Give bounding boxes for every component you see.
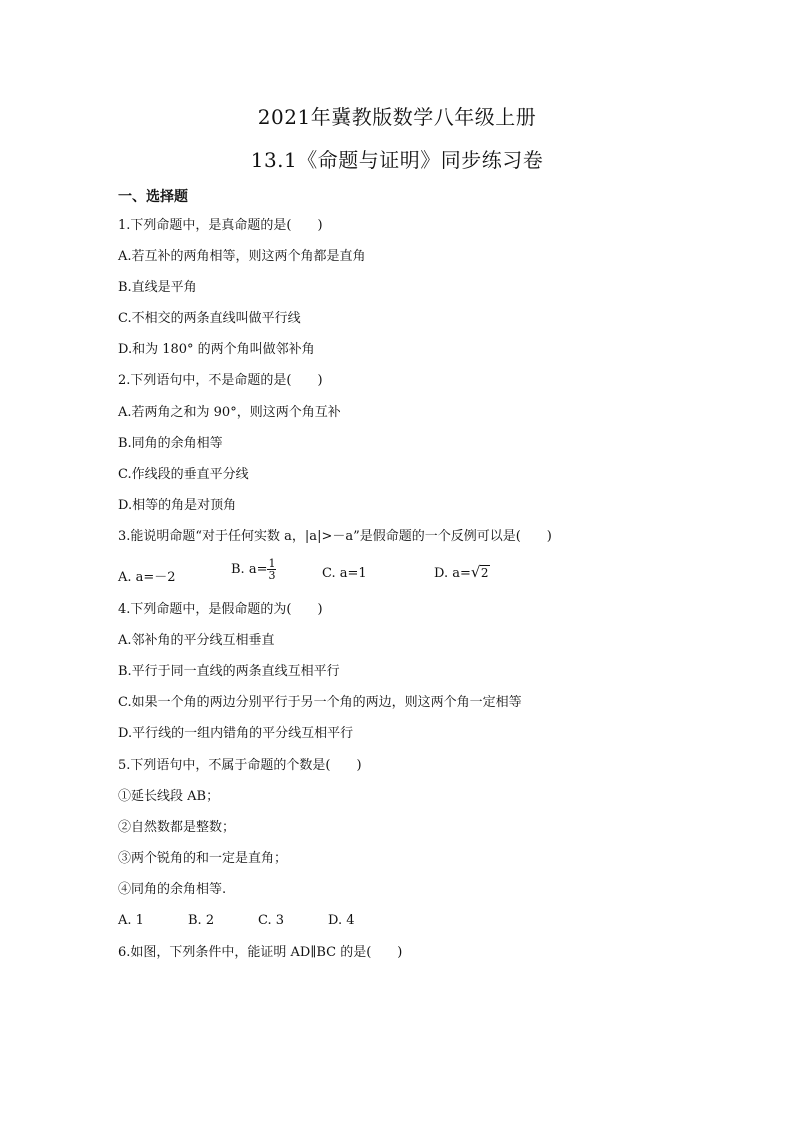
question-3-options [118, 558, 678, 594]
question-5-options [118, 913, 418, 931]
question-5-option-d: D. 4 [328, 913, 355, 928]
question-4: 4.下列命题中，是假命题的为( ) [118, 602, 323, 617]
question-2-option-d: D.相等的角是对顶角 [118, 498, 237, 513]
question-3-option-c: C. a=1 [322, 566, 367, 581]
question-5-statement-3: ③两个锐角的和一定是直角； [118, 851, 288, 866]
question-5-statement-4: ④同角的余角相等. [118, 882, 227, 897]
question-1-option-d: D.和为 180° 的两个角叫做邻补角 [118, 342, 315, 357]
question-2-option-b: B.同角的余角相等 [118, 436, 223, 451]
question-4-option-c: C.如果一个角的两边分别平行于另一个角的两边，则这两个角一定相等 [118, 695, 522, 710]
fraction-numerator: 1 [268, 557, 276, 570]
question-2: 2.下列语句中，不是命题的是( ) [118, 373, 323, 388]
question-5-option-a: A. 1 [118, 913, 144, 928]
question-3-option-a: A. a=－2 [118, 570, 176, 585]
document-title: 2021年冀教版数学八年级上册 [257, 105, 537, 129]
radical-sign-icon: √ [470, 563, 481, 581]
fraction [267, 558, 276, 581]
question-3-option-b [231, 558, 276, 581]
question-4-option-b: B.平行于同一直线的两条直线互相平行 [118, 664, 340, 679]
question-3-option-d [434, 563, 490, 581]
question-2-option-a: A.若两角之和为 90°，则这两个角互补 [118, 405, 341, 420]
question-5-statement-2: ②自然数都是整数； [118, 820, 236, 835]
question-4-option-a: A.邻补角的平分线互相垂直 [118, 633, 275, 648]
question-5-statement-1: ①延长线段 AB； [118, 789, 220, 804]
question-1-option-b: B.直线是平角 [118, 280, 197, 295]
question-1: 1.下列命题中，是真命题的是( ) [118, 218, 323, 233]
question-5: 5.下列语句中，不属于命题的个数是( ) [118, 758, 362, 773]
question-6: 6.如图，下列条件中，能证明 AD∥BC 的是( ) [118, 945, 403, 960]
question-1-option-c: C.不相交的两条直线叫做平行线 [118, 311, 301, 326]
question-5-option-b: B. 2 [188, 913, 215, 928]
document-subtitle: 13.1《命题与证明》同步练习卷 [250, 148, 544, 172]
question-4-option-d: D.平行线的一组内错角的平分线互相平行 [118, 726, 354, 741]
section-heading: 一、选择题 [118, 189, 188, 205]
question-1-option-a: A.若互补的两角相等，则这两个角都是直角 [118, 249, 366, 264]
question-5-option-c: C. 3 [258, 913, 285, 928]
option-d-prefix: D. a= [434, 566, 471, 581]
square-root [470, 563, 490, 581]
question-3: 3.能说明命题“对于任何实数 a，|a|>－a”是假命题的一个反例可以是( ) [118, 529, 552, 544]
radicand: 2 [480, 566, 489, 580]
question-2-option-c: C.作线段的垂直平分线 [118, 467, 249, 482]
fraction-denominator: 3 [268, 569, 276, 582]
option-b-prefix: B. a= [231, 562, 268, 577]
